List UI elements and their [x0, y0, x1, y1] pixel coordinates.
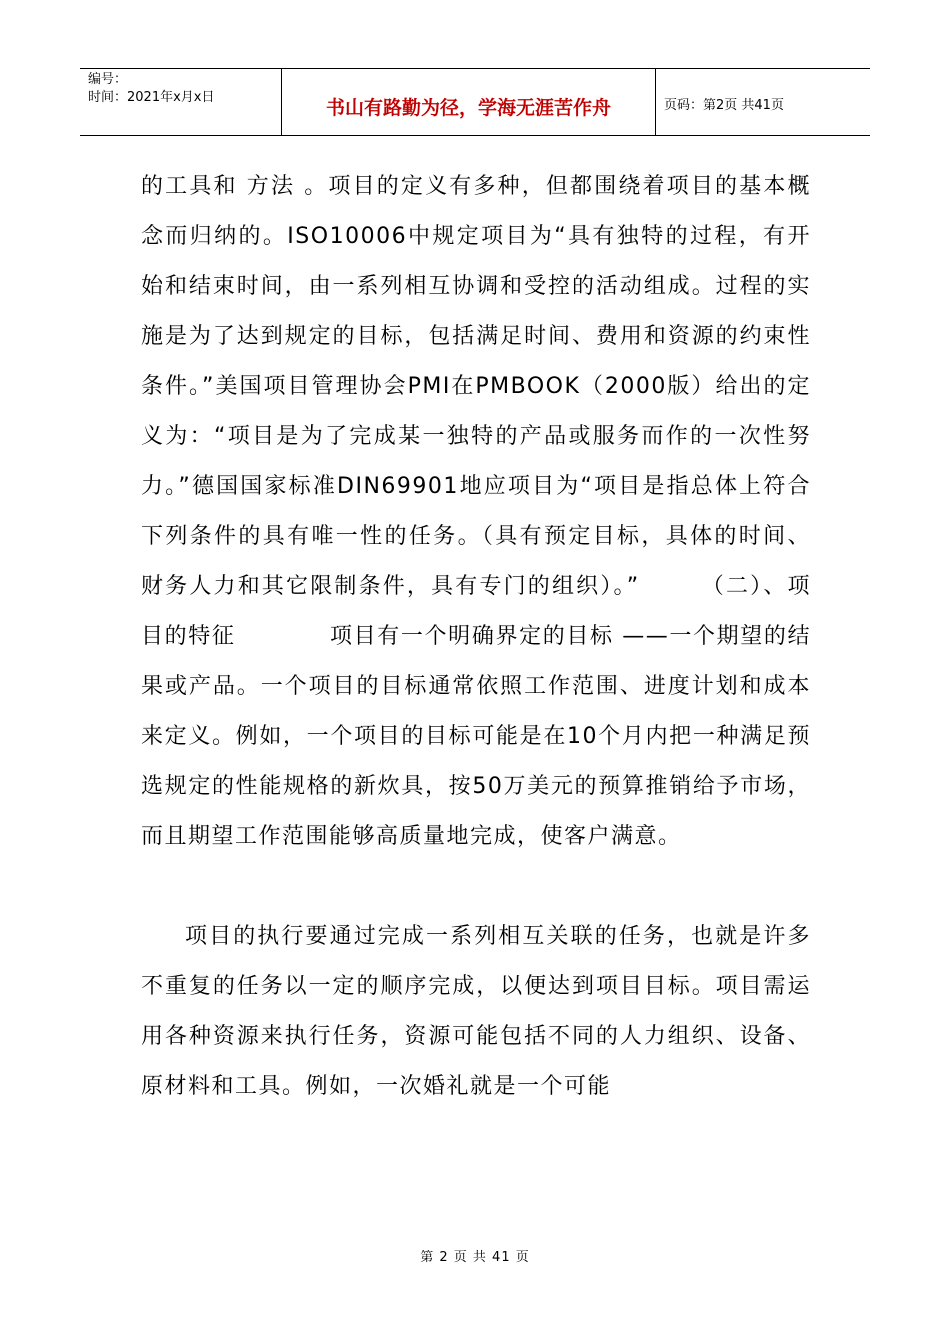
body-paragraph-1: 的工具和 方法 。项目的定义有多种，但都围绕着项目的基本概念而归纳的。ISO10006中规定项目为“具有独特的过程，有开始和结束时间，由一系列相互协调和受控的活动组成。过程的实施是为了达到规定的目标，包括满足时间、费用和资源的约束性条件。”美国项目管理协会PMI在PMBOOK（2000版）给出的定义为：“项目是为了完成某一独特的产品或服务而作的一次性努力。”德国国家标准DIN69901地应项目为“项目是指总体上符合下列条件的具有唯一性的任务。（具有预定目标，具体的时间、财务人力和其它限制条件，具有专门的组织）。” （二）、项目的特征 项目有一个明确界定的目标 ——一个期望的结果或产品。一个项目的目标通常依照工作范围、进度计划和成本来定义。例如，一个项目的目标可能是在10个月内把一种满足预选规定的性能规格的新炊具，按50万美元的预算推销给予市场，而且期望工作范围能够高质量地完成，使客户满意。 — [141, 174, 811, 849]
header-page-info: 页码：第2页 共41页 — [664, 97, 784, 113]
date-label: 时间：2021年x月x日 — [88, 90, 215, 105]
header-meta — [80, 69, 282, 135]
serial-label: 编号： — [88, 72, 128, 87]
header-motto: 书山有路勤为径，学海无涯苦作舟 — [282, 69, 656, 135]
page-footer: 第 2 页 共 41 页 — [420, 1250, 530, 1265]
body-paragraph-2: 项目的执行要通过完成一系列相互关联的任务，也就是许多不重复的任务以一定的顺序完成，以便达到项目目标。项目需运用各种资源来执行任务，资源可能包括不同的人力组织、设备、原材料和工具。例如，一次婚礼就是一个可能 — [141, 924, 811, 1099]
paragraph-gap — [141, 862, 811, 912]
document-body — [141, 162, 811, 1112]
page-header — [80, 68, 870, 136]
